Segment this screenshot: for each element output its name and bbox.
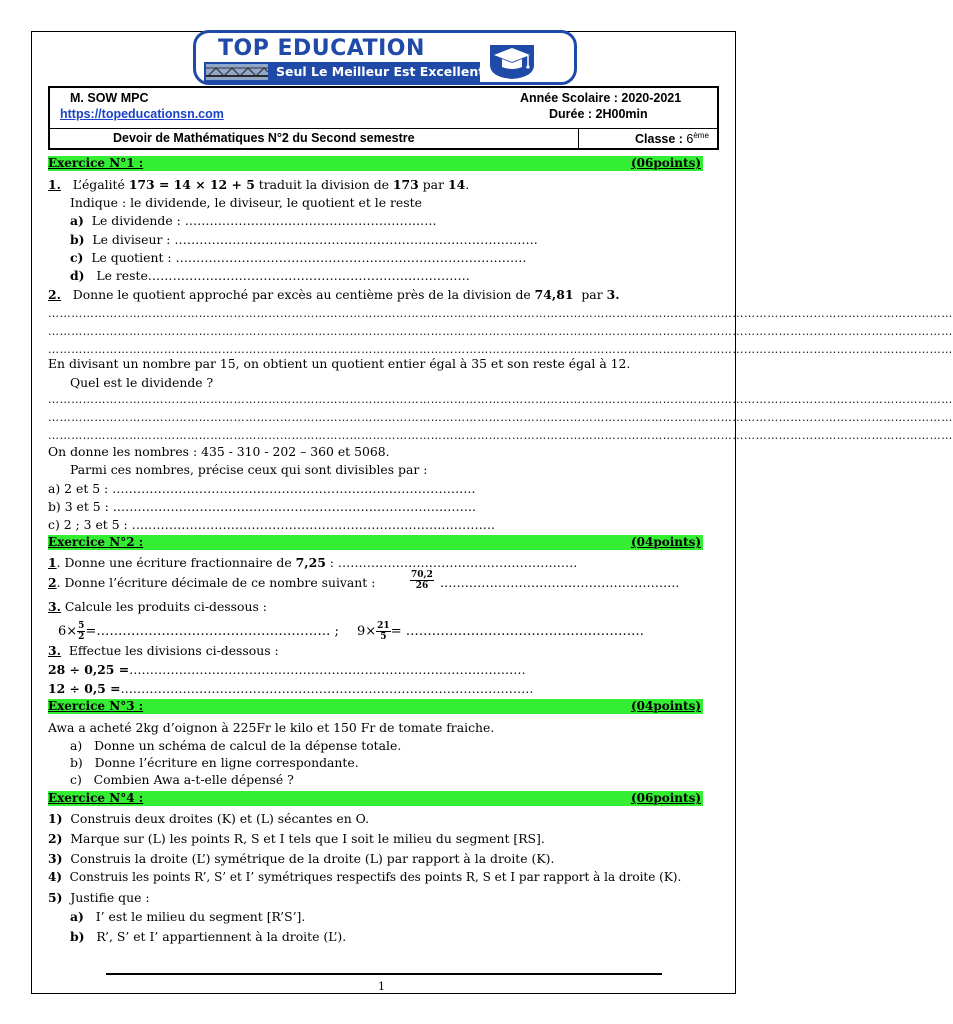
top-education-logo bbox=[193, 30, 577, 85]
ex4-item-3 bbox=[48, 851, 554, 866]
ex2-q1-text: . Donne une écriture fractionnaire de bbox=[56, 555, 292, 570]
ex2-q2-dots: …………………………………………………. bbox=[440, 575, 680, 590]
answer-line: ……………………………………………………………………………………………………………………………………………………………………………………………………………… bbox=[48, 393, 953, 406]
fraction-denominator: 5 bbox=[380, 632, 387, 642]
answer-line: ……………………………………………………………………………………………………………………………………………………………………………………………………………… bbox=[48, 343, 953, 356]
ex3-item-c bbox=[70, 772, 294, 787]
ex1-q1-dot: . bbox=[465, 177, 470, 192]
ex1-q2-text: Donne le quotient approché par excès au centième près de la division de bbox=[72, 287, 531, 302]
exercise-4-bar bbox=[48, 791, 703, 806]
answer-line: ……………………………………………………………………………………………………………………………………………………………………………………………………………… bbox=[48, 411, 953, 424]
logo-slogan: Seul Le Meilleur Est Excellent bbox=[276, 64, 485, 79]
ex1-q2-n2: 3. bbox=[606, 287, 620, 302]
ex2-q3-number: 3. bbox=[48, 599, 61, 614]
item-text: Donne un schéma de calcul de la dépense totale. bbox=[94, 738, 402, 753]
ex2-q4-text: Effectue les divisions ci-dessous : bbox=[68, 643, 279, 658]
product-2-left: 9× bbox=[357, 624, 377, 639]
ex1-q1-equation: 173 = 14 × 12 + 5 bbox=[128, 177, 255, 192]
exercise-1-points: (06points) bbox=[630, 156, 701, 170]
product-2-fraction bbox=[376, 621, 391, 642]
page-number: 1 bbox=[378, 980, 385, 993]
ex1-q3-question: Quel est le dividende ? bbox=[70, 375, 214, 390]
ex1-q1-text-a: L’égalité bbox=[72, 177, 125, 192]
ex1-q2-par: par bbox=[581, 287, 603, 302]
fraction-numerator: 21 bbox=[377, 621, 390, 631]
item-text: Marque sur (L) les points R, S et I tels que I soit le milieu du segment [RS]. bbox=[70, 831, 545, 846]
fraction-numerator: 5 bbox=[78, 621, 85, 631]
item-text: I’ est le milieu du segment [R’S’]. bbox=[95, 909, 306, 924]
header-title-row bbox=[50, 128, 717, 149]
ex1-q2 bbox=[48, 287, 620, 302]
ex4-sub-a bbox=[70, 909, 305, 924]
ex1-q1-n2: 14 bbox=[447, 177, 466, 192]
ex2-q2-number: 2 bbox=[48, 575, 57, 590]
ex2-product-1 bbox=[58, 621, 339, 642]
ex2-q2-text: . Donne l’écriture décimale de ce nombre suivant : bbox=[56, 575, 376, 590]
item-letter: b) bbox=[70, 929, 85, 944]
ex4-sub-b bbox=[70, 929, 346, 944]
ex1-q1-instruction: Indique : le dividende, le diviseur, le quotient et le reste bbox=[70, 195, 422, 210]
bridge-icon bbox=[206, 64, 268, 80]
item-letter: a) bbox=[70, 738, 83, 753]
logo-title: TOP EDUCATION bbox=[218, 36, 425, 61]
ex1-q3-text: En divisant un nombre par 15, on obtient un quotient entier égal à 35 et son reste égal à 12. bbox=[48, 356, 631, 371]
exercise-4-title: Exercice N°4 : bbox=[48, 791, 144, 805]
ex2-q1-value: 7,25 bbox=[295, 555, 326, 570]
ex1-item-a bbox=[70, 213, 436, 228]
ex2-q2 bbox=[48, 575, 375, 590]
ex2-division-2 bbox=[48, 681, 533, 696]
item-number: 5) bbox=[48, 890, 63, 905]
item-text: R’, S’ et I’ appartiennent à la droite (L’). bbox=[96, 929, 347, 944]
item-letter: d) bbox=[70, 268, 85, 283]
item-text: Le quotient : …………………………………………………………………………. bbox=[91, 250, 527, 265]
ex1-q4-text: On donne les nombres : 435 - 310 - 202 – 360 et 5068. bbox=[48, 444, 390, 459]
footer-line bbox=[106, 973, 662, 975]
ex1-item-c bbox=[70, 250, 526, 265]
item-text: Construis deux droites (K) et (L) sécantes en O. bbox=[70, 811, 370, 826]
ex1-q4-item-a: a) 2 et 5 : ……………………………………………………………………………. bbox=[48, 481, 476, 496]
fraction-numerator: 70,2 bbox=[411, 570, 433, 580]
item-letter: a) bbox=[70, 213, 84, 228]
exercise-4-points: (06points) bbox=[630, 791, 701, 805]
ex2-q3-text: Calcule les produits ci-dessous : bbox=[64, 599, 267, 614]
ex2-q1 bbox=[48, 555, 577, 570]
ex2-product-2 bbox=[357, 621, 644, 642]
product-2-right: = ………………………………………………. bbox=[390, 624, 644, 639]
ex1-q2-n1: 74,81 bbox=[534, 287, 574, 302]
class-value: 6 bbox=[686, 132, 694, 147]
exercise-2-points: (04points) bbox=[630, 535, 701, 549]
class-superscript: ème bbox=[693, 131, 709, 140]
ex3-item-b bbox=[70, 755, 359, 770]
division-2-dots: ………………………………………………………………………………………. bbox=[120, 681, 534, 696]
ex2-q1-dots: : …………………………………………………. bbox=[325, 555, 578, 570]
teacher-name: M. SOW MPC bbox=[70, 91, 149, 105]
product-1-left: 6× bbox=[58, 624, 78, 639]
exercise-2-title: Exercice N°2 : bbox=[48, 535, 144, 549]
exercise-1-bar bbox=[48, 156, 703, 171]
item-text: Donne l’écriture en ligne correspondante. bbox=[94, 755, 359, 770]
item-letter: c) bbox=[70, 772, 82, 787]
exam-header bbox=[48, 86, 719, 150]
ex2-q3 bbox=[48, 599, 267, 614]
item-number: 2) bbox=[48, 831, 63, 846]
ex1-item-d bbox=[70, 268, 470, 283]
ex1-q1 bbox=[48, 177, 469, 192]
item-text: Le reste…………………………………………………………………… bbox=[96, 268, 470, 283]
ex1-q1-text-b: traduit la division de bbox=[258, 177, 389, 192]
website-link[interactable]: https://topeducationsn.com bbox=[60, 107, 224, 121]
item-text: Construis les points R’, S’ et I’ symétriques respectifs des points R, S et I par rapport à la droite (K). bbox=[69, 870, 682, 884]
product-1-right: =……………………………………………… ; bbox=[85, 624, 339, 639]
ex2-division-1 bbox=[48, 662, 526, 677]
division-1-expr: 28 ÷ 0,25 = bbox=[48, 662, 130, 677]
item-letter: a) bbox=[70, 909, 84, 924]
answer-line: ……………………………………………………………………………………………………………………………………………………………………………………………………………… bbox=[48, 325, 953, 338]
ex1-q4-question: Parmi ces nombres, précise ceux qui sont divisibles par : bbox=[70, 462, 428, 477]
item-text: Construis la droite (L’) symétrique de la droite (L) par rapport à la droite (K). bbox=[70, 851, 555, 866]
ex4-item-5 bbox=[48, 890, 150, 905]
fraction-denominator: 2 bbox=[78, 632, 85, 642]
item-text: Justifie que : bbox=[70, 890, 150, 905]
division-2-expr: 12 ÷ 0,5 = bbox=[48, 681, 121, 696]
ex2-q1-number: 1 bbox=[48, 555, 57, 570]
ex4-item-1 bbox=[48, 811, 369, 826]
ex1-q1-par: par bbox=[422, 177, 444, 192]
exam-title: Devoir de Mathématiques N°2 du Second semestre bbox=[113, 131, 415, 145]
item-letter: b) bbox=[70, 755, 83, 770]
class-cell bbox=[578, 129, 717, 149]
item-text: Le dividende : ……………………………………………………. bbox=[91, 213, 437, 228]
division-1-dots: …………………………………………………………………………………… bbox=[129, 662, 526, 677]
class-label: Classe : bbox=[635, 132, 683, 147]
ex1-q2-number: 2. bbox=[48, 287, 61, 302]
item-number: 1) bbox=[48, 811, 63, 826]
ex2-q4-number: 3. bbox=[48, 643, 61, 658]
item-letter: b) bbox=[70, 232, 85, 247]
duration: Durée : 2H00min bbox=[549, 107, 648, 121]
ex1-item-b bbox=[70, 232, 538, 247]
item-number: 3) bbox=[48, 851, 63, 866]
answer-line: ……………………………………………………………………………………………………………………………………………………………………………………………………………… bbox=[48, 307, 953, 320]
answer-line: ……………………………………………………………………………………………………………………………………………………………………………………………………………… bbox=[48, 429, 953, 442]
graduation-cap-icon bbox=[484, 39, 540, 81]
ex4-item-4 bbox=[48, 870, 681, 885]
exercise-1-title: Exercice N°1 : bbox=[48, 156, 144, 170]
ex1-q1-number: 1. bbox=[48, 177, 61, 192]
item-text: Le diviseur : ……………………………………………………………………………. bbox=[92, 232, 538, 247]
ex3-text: Awa a acheté 2kg d’oignon à 225Fr le kilo et 150 Fr de tomate fraiche. bbox=[48, 720, 495, 735]
ex3-item-a bbox=[70, 738, 401, 753]
item-letter: c) bbox=[70, 250, 84, 265]
exercise-3-points: (04points) bbox=[630, 699, 701, 713]
item-number: 4) bbox=[48, 870, 63, 884]
ex2-q2-fraction bbox=[410, 570, 434, 591]
item-text: Combien Awa a-t-elle dépensé ? bbox=[93, 772, 294, 787]
ex2-q4 bbox=[48, 643, 279, 658]
school-year: Année Scolaire : 2020-2021 bbox=[520, 91, 682, 105]
ex1-q4-item-c: c) 2 ; 3 et 5 : ……………………………………………………………………………. bbox=[48, 517, 495, 532]
exercise-3-bar bbox=[48, 699, 703, 714]
exercise-2-bar bbox=[48, 535, 703, 550]
exercise-3-title: Exercice N°3 : bbox=[48, 699, 144, 713]
ex1-q4-item-b: b) 3 et 5 : ……………………………………………………………………………. bbox=[48, 499, 476, 514]
ex1-q1-n1: 173 bbox=[392, 177, 419, 192]
ex4-item-2 bbox=[48, 831, 545, 846]
fraction-denominator: 26 bbox=[415, 581, 429, 591]
